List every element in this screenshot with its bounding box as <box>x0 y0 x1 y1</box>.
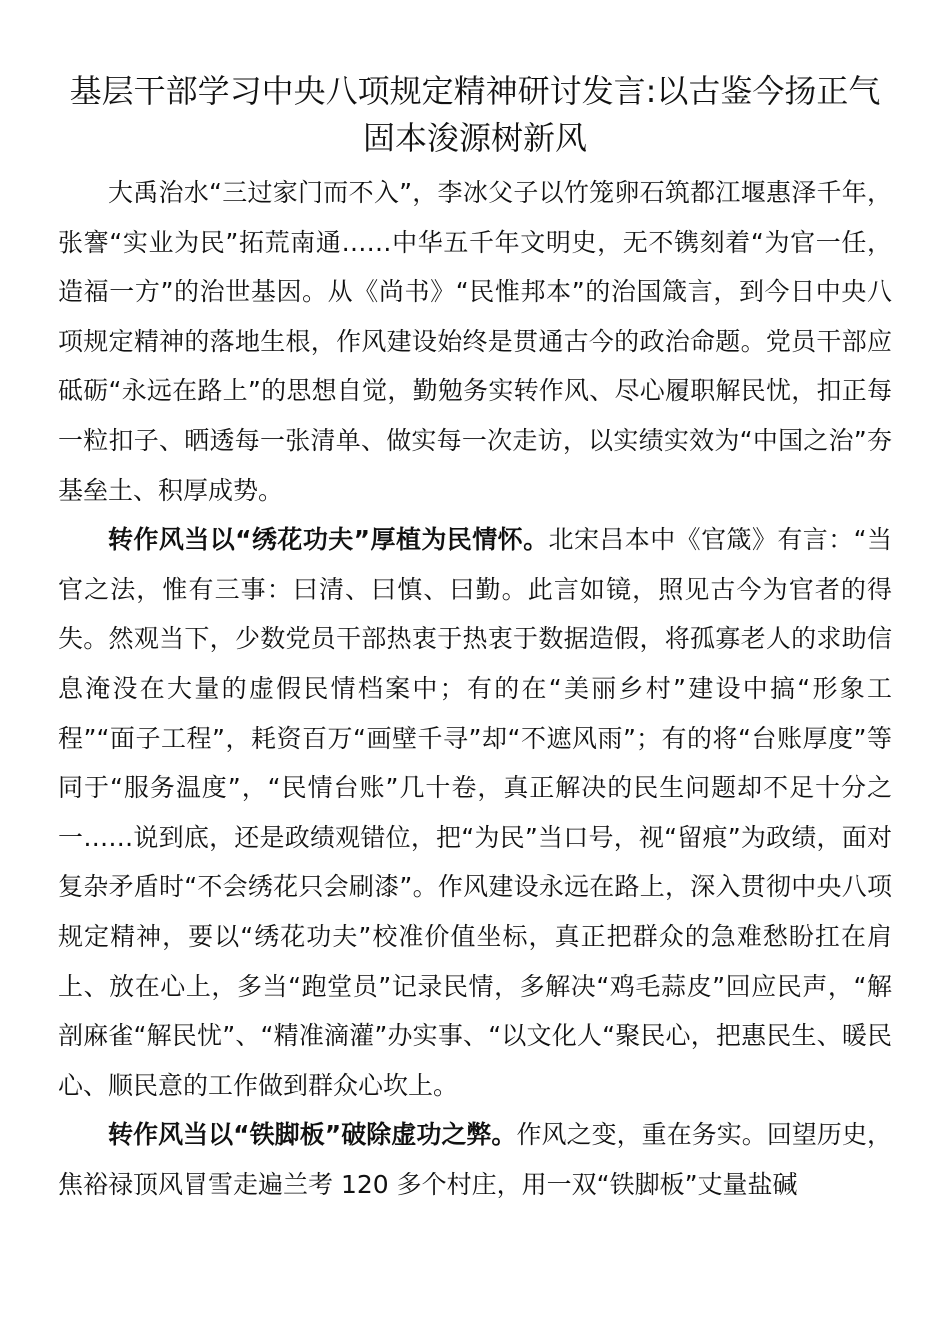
paragraph-lead: 转作风当以“铁脚板”破除虚功之弊。 <box>108 1120 517 1150</box>
paragraph-text: 大禹治水“三过家门而不入”，李冰父子以竹笼卵石筑都江堰惠泽千年，张謇“实业为民”拓荒南通……中华五千年文明史，无不镌刻着“为官一任，造福一方”的治世基因。从《尚书》“民惟邦本”的治国箴言，到今日中央八项规定精神的落地生根，作风建设始终是贯通古今的政治命题。党员干部应砥砺“永远在路上”的思想自觉，勤勉务实转作风、尽心履职解民忧，扣正每一粒扣子、晒透每一张清单、做实每一次走访，以实绩实效为“中国之治”夯基垒土、积厚成势。 <box>58 178 892 505</box>
paragraph-iron-feet <box>58 1110 892 1209</box>
paragraph-intro <box>58 168 892 515</box>
document-page <box>58 68 892 1209</box>
paragraph-embroidery <box>58 515 892 1110</box>
paragraph-text: 北宋吕本中《官箴》有言：“当官之法，惟有三事：曰清、曰慎、曰勤。此言如镜，照见古今为官者的得失。然观当下，少数党员干部热衷于热衷于数据造假，将孤寡老人的求助信息淹没在大量的虚假民情档案中；有的在“美丽乡村”建设中搞“形象工程”“面子工程”，耗资百万“画壁千寻”却“不遮风雨”；有的将“台账厚度”等同于“服务温度”，“民情台账”几十卷，真正解决的民生问题却不足十分之一……说到底，还是政绩观错位，把“为民”当口号，视“留痕”为政绩，面对复杂矛盾时“不会绣花只会刷漆”。作风建设永远在路上，深入贯彻中央八项规定精神，要以“绣花功夫”校准价值坐标，真正把群众的急难愁盼扛在肩上、放在心上，多当“跑堂员”记录民情，多解决“鸡毛蒜皮”回应民声，“解剖麻雀“解民忧”、“精准滴灌”办实事、“以文化人“聚民心，把惠民生、暖民心、顺民意的工作做到群众心坎上。 <box>58 525 892 1100</box>
document-title: 基层干部学习中央八项规定精神研讨发言:以古鉴今扬正气固本浚源树新风 <box>69 72 881 157</box>
paragraph-text: 作风之变，重在务实。回望历史，焦裕禄顶风冒雪走遍兰考 120 多个村庄，用一双“铁脚板”丈量盐碱 <box>58 1120 892 1199</box>
paragraph-lead: 转作风当以“绣花功夫”厚植为民情怀。 <box>108 525 549 555</box>
